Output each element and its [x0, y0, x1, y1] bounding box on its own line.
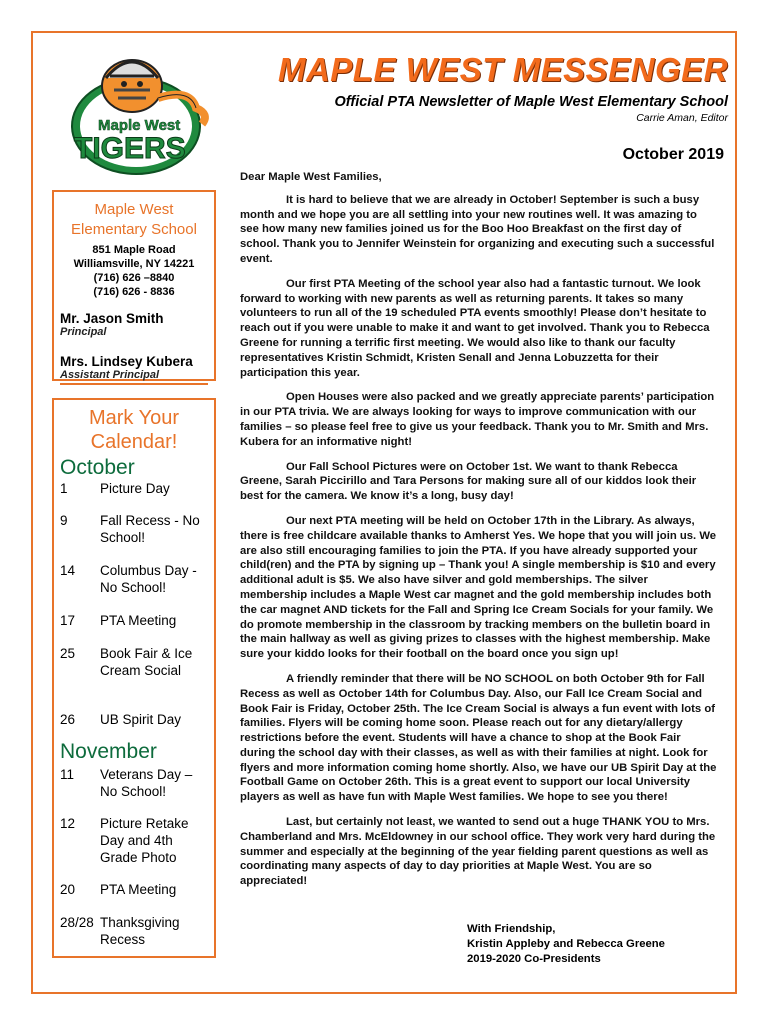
event-date: 9: [60, 513, 68, 528]
letter-greeting: Dear Maple West Families,: [240, 171, 382, 183]
calendar-title-line2: Calendar!: [90, 431, 178, 453]
editor-credit: Carrie Aman, Editor: [636, 112, 728, 124]
event-date: 12: [60, 816, 76, 831]
assistant-principal-role: Assistant Principal: [60, 369, 208, 385]
event-text: UB Spirit Day: [100, 712, 182, 727]
event-text: Book Fair & Ice Cream Social: [100, 646, 193, 678]
event-date: 17: [60, 613, 76, 628]
newsletter-title: MAPLE WEST MESSENGER: [277, 51, 728, 88]
address-city: Williamsville, NY 14221: [73, 258, 195, 270]
school-address: [60, 243, 208, 299]
letter-body: [240, 170, 718, 899]
calendar-title-line1: Mark Your: [88, 407, 180, 429]
issue-date: October 2019: [622, 146, 724, 163]
principal-role: Principal: [60, 326, 107, 338]
letter-paragraph: Open Houses were also packed and we greatly appreciate parents’ participation in our PTA trivia. We are always looking for ways to improve communication with our families – so please feel free to give us your feedback. Thank you to Mr. Smith and Mrs. Kubera for an informative night!: [240, 391, 715, 448]
masthead: [250, 50, 728, 124]
event-date: 28/28: [60, 915, 94, 930]
event-date: 26: [60, 712, 76, 727]
event-text: Picture Retake Day and 4th Grade Photo: [100, 816, 189, 865]
event-date: 25: [60, 646, 76, 661]
logo-top-text: Maple West: [98, 117, 181, 134]
letter-paragraph: Our first PTA Meeting of the school year also had a fantastic turnout. We look forward to working with new parents as well as returning parents. It takes so many volunteers to run all of the 19 scheduled PTA events smoothly! Please don’t hesitate to reach out if you were unable to make it and want to get involved. Thank you to Rebecca Greene for running a terrific first meeting. We would also like to thank our faculty representatives Kristin Schmidt, Kristen Senall and Jenna Lobuzzetta for their participation this year.: [240, 277, 710, 379]
month-october: October: [60, 456, 135, 479]
signers: Kristin Appleby and Rebecca Greene: [467, 938, 665, 950]
event-text: Fall Recess - No School!: [100, 513, 200, 545]
principal-name: Mr. Jason Smith: [60, 311, 164, 326]
newsletter-subtitle: Official PTA Newsletter of Maple West Elementary School: [334, 94, 728, 110]
letter-paragraph: Our Fall School Pictures were on October 1st. We want to thank Rebecca Greene, Sarah Piccirillo and Tara Persons for making sure all of our kiddos look their best for the camera. We know it’s a long, busy day!: [240, 460, 697, 503]
assistant-principal-name: Mrs. Lindsey Kubera: [60, 354, 193, 369]
closing: With Friendship,: [467, 923, 556, 935]
event-date: 11: [60, 767, 75, 782]
letter-paragraph: Last, but certainly not least, we wanted to send out a huge THANK YOU to Mrs. Chamberland and Mrs. McEldowney in our school office. They work very hard during the summer and especially at the beginning of the year fielding parent questions as well as coordinating many aspects of day to day priorities at Maple West. You are so appreciated!: [240, 816, 716, 888]
calendar-box: [52, 398, 216, 958]
event-text: Picture Day: [100, 481, 170, 496]
event-text: Veterans Day – No School!: [100, 767, 193, 799]
event-date: 14: [60, 563, 76, 578]
phone-main: (716) 626 –8840: [93, 272, 175, 284]
event-text: PTA Meeting: [100, 613, 177, 628]
event-text: Columbus Day - No School!: [100, 563, 197, 595]
logo-bottom-text: TIGERS: [74, 132, 186, 165]
phone-fax: (716) 626 - 8836: [93, 286, 175, 298]
school-name-line2: Elementary School: [71, 221, 197, 238]
school-name-line1: Maple West: [94, 201, 174, 218]
event-date: 20: [60, 882, 76, 897]
letter-paragraph: It is hard to believe that we are already in October! September is such a busy month and we hope you are all settling into your new routines well. It was amazing to see how many new families joined us for the Boo Hoo Breakfast on the first day of school. Thank you to Jennifer Weinstein for organizing and executing such a successful event.: [240, 193, 715, 265]
calendar-title: [54, 406, 214, 454]
letter-paragraph: A friendly reminder that there will be NO SCHOOL on both October 9th for Fall Recess as well as October 14th for Columbus Day. Also, our Fall Ice Cream Social and Book Fair is Friday, October 25th. The Ice Cream Social is always a fun event with lots of families. Flyers will be coming home soon. Please reach out for any dietary/allergy restrictions before the event. Students will have a chance to shop at the Book Fair during the school day with their classes, as well as with their families at night. Look for flyers and more information coming home shortly. Also, we have our UB Spirit Day at the Football Game on October 26th. This is a great event to support our local University players as well as have fun with Maple West families. We hope to see you there!: [240, 672, 717, 804]
school-info-box: [52, 190, 216, 381]
event-text: PTA Meeting: [100, 882, 177, 897]
signature-block: [467, 922, 665, 967]
school-name: [60, 200, 208, 240]
tiger-logo: [40, 38, 240, 178]
letter-paragraph: Our next PTA meeting will be held on October 17th in the Library. As always, there is free childcare available thanks to Amherst Yes. We hope that you will join us. We are also still encouraging families to join the PTA. If you have already supported your child(ren) and the PTA by signing up – Thank you! A single membership is $10 and every additional adult is $5. We also have silver and gold memberships. The silver membership includes a Maple West car magnet and the gold membership includes both the car magnet AND tickets for the Fall and Spring Ice Cream Socials for your family. We do promote membership in the classroom by tracking members on the bulletin board in the main hallway as well as giving prizes to classes with the highest membership. Make sure your kiddo looks for their football on the board once you sign up!: [240, 514, 717, 661]
event-text: Thanksgiving Recess: [100, 915, 180, 947]
month-november: November: [60, 740, 157, 763]
address-street: 851 Maple Road: [92, 244, 176, 256]
signer-title: 2019-2020 Co-Presidents: [467, 953, 601, 965]
event-date: 1: [60, 481, 68, 496]
